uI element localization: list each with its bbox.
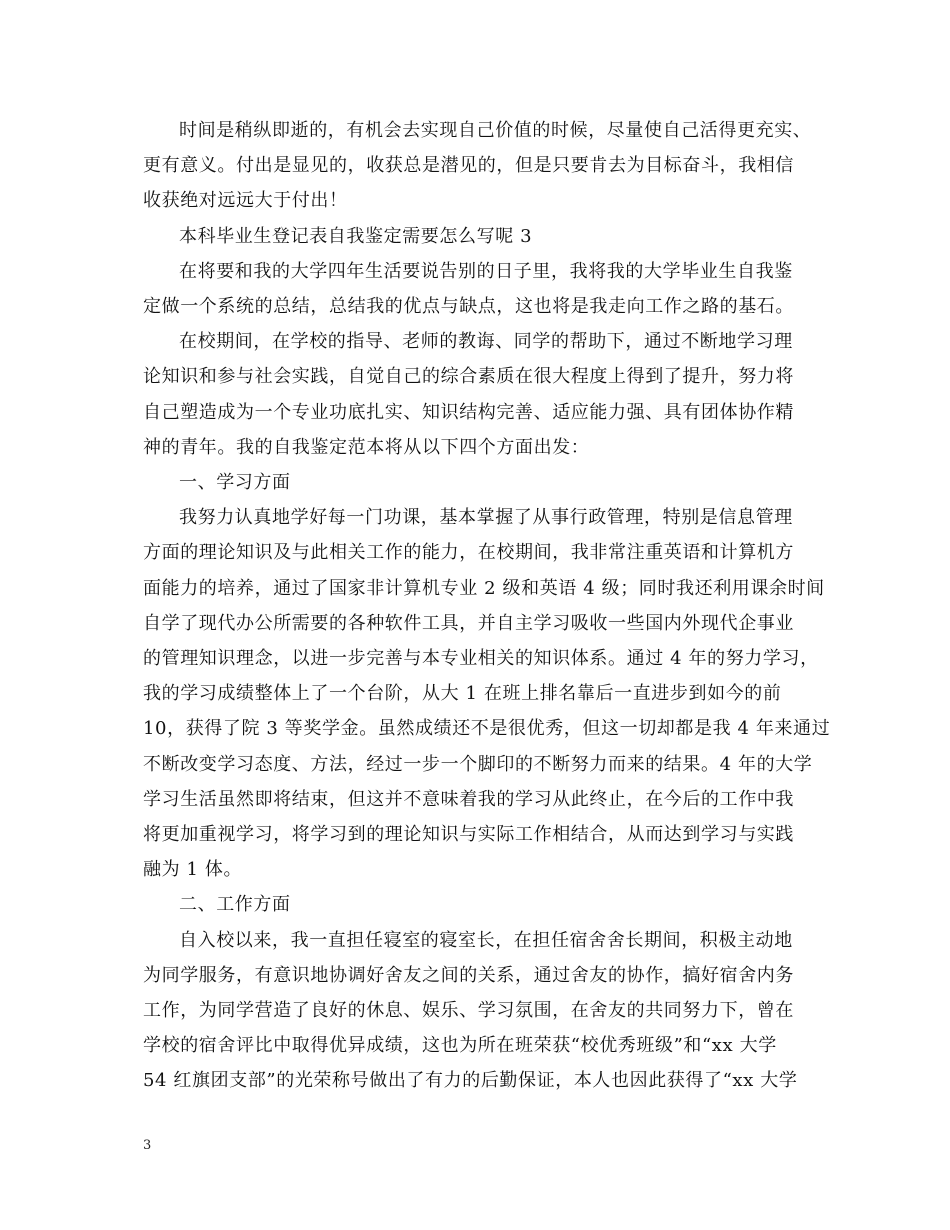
paragraph-line: 学校的宿舍评比中取得优异成绩，这也为所在班荣获“校优秀班级”和“xx 大学 [143,1035,777,1057]
paragraph-line: 融为 1 体。 [143,859,243,881]
paragraph-line: 自学了现代办公所需要的各种软件工具，并自主学习吸收一些国内外现代企事业 [143,612,794,634]
document-body [143,113,831,1099]
paragraph-line: 在将要和我的大学四年生活要说告别的日子里，我将我的大学毕业生自我鉴 [179,260,793,282]
page-number: 3 [143,1138,152,1153]
paragraph [143,254,815,324]
section-heading: 一、学习方面 [179,472,291,494]
paragraph-line: 10，获得了院 3 等奖学金。虽然成绩还不是很优秀，但这一切却都是我 4 年来通过 [143,718,831,740]
paragraph-line: 为同学服务，有意识地协调好舍友之间的关系，通过舍友的协作，搞好宿舍内务 [143,964,794,986]
paragraph-line: 方面的理论知识及与此相关工作的能力，在校期间，我非常注重英语和计算机方 [143,542,794,564]
paragraph-line: 面能力的培养，通过了国家非计算机专业 2 级和英语 4 级；同时我还利用课余时间 [143,577,825,599]
paragraph [143,113,815,219]
paragraph-line: 我努力认真地学好每一门功课，基本掌握了从事行政管理，特别是信息管理 [179,507,793,529]
paragraph-line: 自己塑造成为一个专业功底扎实、知识结构完善、适应能力强、具有团体协作精 [143,401,794,423]
paragraph-line: 定做一个系统的总结，总结我的优点与缺点，这也将是我走向工作之路的基石。 [143,296,794,318]
paragraph [143,500,831,887]
paragraph [143,324,815,465]
paragraph-line: 时间是稍纵即逝的，有机会去实现自己价值的时候，尽量使自己活得更充实、 [179,120,812,141]
paragraph-line: 的管理知识理念，以进一步完善与本专业相关的知识体系。通过 4 年的努力学习， [143,648,819,670]
paragraph-line: 收获绝对远远大于付出！ [143,190,348,212]
section-heading: 二、工作方面 [179,894,291,916]
paragraph-line: 自入校以来，我一直担任寝室的寝室长，在担任宿舍舍长期间，积极主动地 [179,929,793,951]
paragraph-line: 在校期间，在学校的指导、老师的教诲、同学的帮助下，通过不断地学习理 [179,331,793,353]
paragraph-line: 我的学习成绩整体上了一个台阶，从大 1 在班上排名靠后一直进步到如今的前 [143,683,782,705]
paragraph-line: 54 红旗团支部”的光荣称号做出了有力的后勤保证，本人也因此获得了“xx 大学 [143,1070,798,1092]
paragraph-line: 将更加重视学习，将学习到的理论知识与实际工作相结合，从而达到学习与实践 [143,824,794,846]
paragraph-line: 更有意义。付出是显见的，收获总是潜见的，但是只要肯去为目标奋斗，我相信 [143,155,794,177]
paragraph-line: 学习生活虽然即将结束，但这并不意味着我的学习从此终止，在今后的工作中我 [143,788,794,810]
paragraph-line: 工作，为同学营造了良好的休息、娱乐、学习氛围，在舍友的共同努力下，曾在 [143,1000,794,1022]
section-heading: 本科毕业生登记表自我鉴定需要怎么写呢 3 [179,225,533,247]
paragraph [143,923,815,1099]
paragraph-line: 论知识和参与社会实践，自觉自己的综合素质在很大程度上得到了提升，努力将 [143,366,794,388]
paragraph-line: 神的青年。我的自我鉴定范本将从以下四个方面出发： [143,436,590,458]
paragraph-line: 不断改变学习态度、方法，经过一步一个脚印的不断努力而来的结果。4 年的大学 [143,753,813,775]
